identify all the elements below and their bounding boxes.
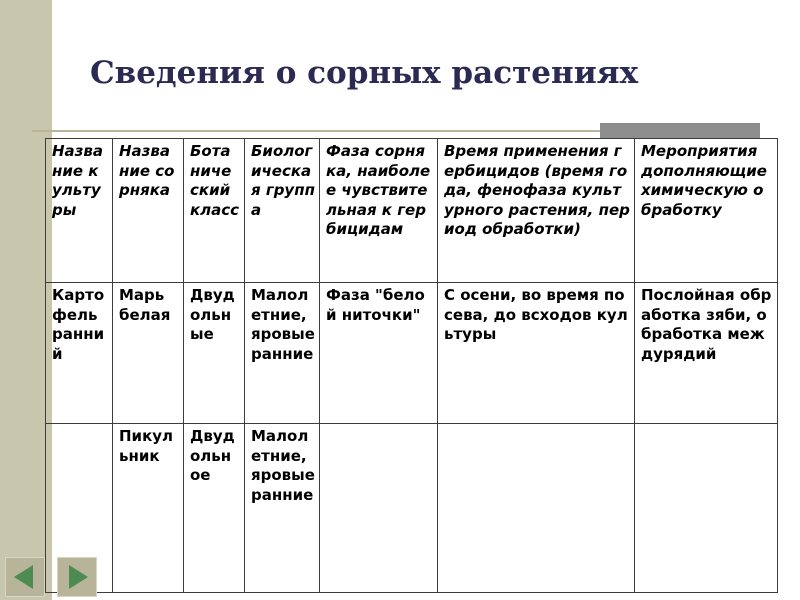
triangle-right-icon [58,558,96,596]
cell-crop-name: Картофель ранний [46,283,113,424]
cell-application-time: С осени, во время посева, до всходов культуры [438,283,635,424]
header-crop-name: Название культуры [46,139,113,283]
header-application-time: Время применения гербицидов (время года, фенофаза культурного растения, период обработки) [438,139,635,283]
page-title: Сведения о сорных растениях [90,55,639,91]
header-botanical-class: Ботанический класс [184,139,245,283]
cell-weed-phase [320,424,438,593]
header-weed-phase: Фаза сорняка, наиболее чувствительная к гербицидам [320,139,438,283]
cell-weed-phase: Фаза "белой ниточки" [320,283,438,424]
cell-biological-group: Малолетние, яровые ранние [245,283,320,424]
header-measures: Мероприятия дополняющие химическую обработку [635,139,778,283]
accent-block [600,123,760,139]
table-header-row [46,139,778,283]
next-slide-button[interactable] [57,557,97,597]
previous-slide-button[interactable] [5,557,45,597]
cell-measures: Послойная обработка зяби, обработка междурядий [635,283,778,424]
cell-weed-name: Марь белая [113,283,184,424]
triangle-left-icon [6,558,44,596]
cell-biological-group: Малолетние, яровые ранние [245,424,320,593]
cell-application-time [438,424,635,593]
weeds-table [45,138,778,593]
cell-weed-name: Пикульник [113,424,184,593]
header-weed-name: Название сорняка [113,139,184,283]
table-row [46,283,778,424]
cell-measures [635,424,778,593]
cell-botanical-class: Двудольные [184,283,245,424]
header-biological-group: Биологическая группа [245,139,320,283]
cell-botanical-class: Двудольное [184,424,245,593]
table-row [46,424,778,593]
